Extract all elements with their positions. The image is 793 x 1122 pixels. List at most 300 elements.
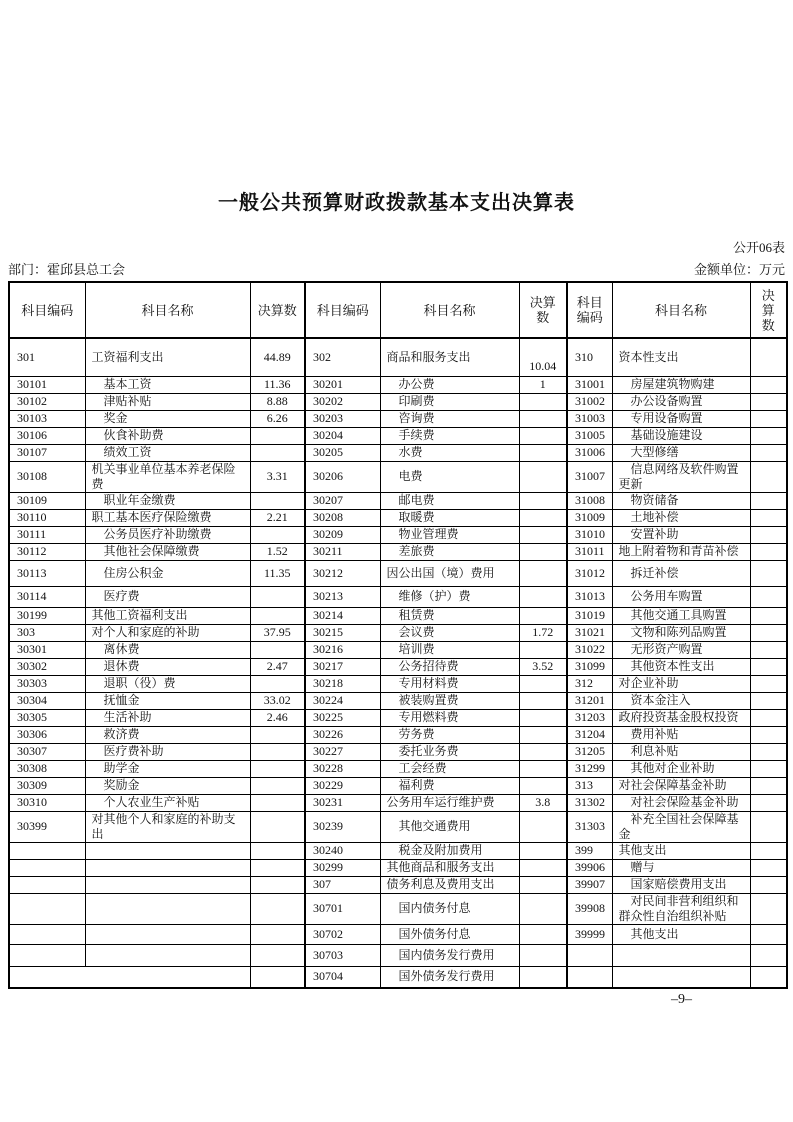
amount-cell: [250, 924, 305, 944]
amount-cell: [750, 966, 787, 988]
subject-name-cell: 债务利息及费用支出: [380, 876, 519, 893]
subject-name-cell: [85, 893, 250, 924]
subject-code-cell: 31008: [567, 492, 612, 509]
subject-name-cell: [85, 842, 250, 859]
amount-cell: [250, 444, 305, 461]
amount-cell: [519, 560, 567, 586]
table-meta: [8, 237, 785, 278]
subject-name-cell: 文物和陈列品购置: [612, 624, 750, 641]
subject-code-cell: 30239: [305, 811, 380, 842]
subject-code-cell: 31001: [567, 376, 612, 393]
amount-cell: [750, 811, 787, 842]
subject-code-cell: 30203: [305, 410, 380, 427]
table-row: [9, 893, 787, 924]
amount-cell: [519, 924, 567, 944]
subject-name-cell: 咨询费: [380, 410, 519, 427]
table-row: [9, 461, 787, 492]
subject-name-cell: 国外债务发行费用: [380, 966, 519, 988]
subject-name-cell: 公务招待费: [380, 658, 519, 675]
subject-code-cell: 313: [567, 777, 612, 794]
amount-cell: [750, 427, 787, 444]
amount-cell: 2.47: [250, 658, 305, 675]
subject-name-cell: 办公费: [380, 376, 519, 393]
amount-cell: [750, 893, 787, 924]
subject-code-cell: 31205: [567, 743, 612, 760]
amount-cell: 1: [519, 376, 567, 393]
table-body: [9, 338, 787, 988]
subject-code-cell: 30206: [305, 461, 380, 492]
subject-code-cell: 30207: [305, 492, 380, 509]
amount-cell: [519, 675, 567, 692]
subject-code-cell: 30213: [305, 586, 380, 607]
table-row: [9, 492, 787, 509]
subject-code-cell: 30215: [305, 624, 380, 641]
table-row: [9, 876, 787, 893]
amount-cell: [519, 893, 567, 924]
column-header: 科目名称: [612, 282, 750, 338]
subject-code-cell: 307: [305, 876, 380, 893]
amount-cell: [750, 543, 787, 560]
subject-name-cell: 离休费: [85, 641, 250, 658]
subject-code-cell: 30110: [9, 509, 85, 526]
subject-code-cell: 30211: [305, 543, 380, 560]
amount-cell: [519, 526, 567, 543]
subject-code-cell: 30101: [9, 376, 85, 393]
subject-name-cell: [612, 944, 750, 966]
subject-name-cell: 医疗费: [85, 586, 250, 607]
subject-name-cell: 资本金注入: [612, 692, 750, 709]
subject-code-cell: 31099: [567, 658, 612, 675]
subject-code-cell: [9, 859, 85, 876]
table-row: [9, 944, 787, 966]
subject-code-cell: 302: [305, 338, 380, 376]
amount-cell: [519, 410, 567, 427]
amount-cell: [750, 338, 787, 376]
subject-name-cell: 奖金: [85, 410, 250, 427]
subject-code-cell: [9, 893, 85, 924]
subject-code-cell: 30704: [305, 966, 380, 988]
subject-name-cell: 利息补贴: [612, 743, 750, 760]
page-number: –9–: [671, 992, 692, 1007]
subject-code-cell: 31006: [567, 444, 612, 461]
subject-code-cell: 30308: [9, 760, 85, 777]
amount-cell: [250, 641, 305, 658]
subject-name-cell: 会议费: [380, 624, 519, 641]
amount-cell: [519, 509, 567, 526]
subject-code-cell: 31019: [567, 607, 612, 624]
amount-cell: 6.26: [250, 410, 305, 427]
amount-cell: [519, 760, 567, 777]
table-row: [9, 641, 787, 658]
subject-code-cell: 31022: [567, 641, 612, 658]
subject-code-cell: 31303: [567, 811, 612, 842]
amount-cell: 1.72: [519, 624, 567, 641]
amount-cell: [750, 944, 787, 966]
amount-cell: [519, 859, 567, 876]
subject-code-cell: 30202: [305, 393, 380, 410]
unit-value: 万元: [758, 262, 785, 277]
subject-code-cell: 30201: [305, 376, 380, 393]
amount-cell: [750, 692, 787, 709]
subject-name-cell: 其他支出: [612, 842, 750, 859]
subject-name-cell: 政府投资基金股权投资: [612, 709, 750, 726]
subject-name-cell: 费用补贴: [612, 726, 750, 743]
subject-code-cell: [567, 966, 612, 988]
subject-code-cell: 31009: [567, 509, 612, 526]
amount-cell: [519, 543, 567, 560]
amount-cell: [750, 560, 787, 586]
table-row: [9, 338, 787, 376]
subject-code-cell: 30702: [305, 924, 380, 944]
subject-name-cell: 水费: [380, 444, 519, 461]
subject-code-cell: 30108: [9, 461, 85, 492]
subject-name-cell: 国内债务付息: [380, 893, 519, 924]
table-row: [9, 859, 787, 876]
subject-code-cell: 30304: [9, 692, 85, 709]
amount-cell: [750, 658, 787, 675]
subject-code-cell: 30199: [9, 607, 85, 624]
subject-name-cell: [85, 944, 250, 966]
subject-code-cell: 30303: [9, 675, 85, 692]
subject-name-cell: 电费: [380, 461, 519, 492]
amount-cell: [519, 427, 567, 444]
subject-code-cell: 31011: [567, 543, 612, 560]
subject-name-cell: 住房公积金: [85, 560, 250, 586]
subject-code-cell: 31013: [567, 586, 612, 607]
table-row: [9, 658, 787, 675]
subject-code-cell: 30217: [305, 658, 380, 675]
amount-cell: [750, 777, 787, 794]
subject-code-cell: 31005: [567, 427, 612, 444]
subject-code-cell: 30231: [305, 794, 380, 811]
amount-cell: [250, 743, 305, 760]
subject-code-cell: 30229: [305, 777, 380, 794]
subject-name-cell: 被装购置费: [380, 692, 519, 709]
amount-cell: 2.46: [250, 709, 305, 726]
subject-code-cell: 30240: [305, 842, 380, 859]
subject-code-cell: [9, 842, 85, 859]
amount-cell: [750, 641, 787, 658]
amount-cell: 33.02: [250, 692, 305, 709]
subject-code-cell: 30225: [305, 709, 380, 726]
subject-name-cell: 国家赔偿费用支出: [612, 876, 750, 893]
subject-code-cell: [9, 966, 250, 988]
subject-name-cell: 资本性支出: [612, 338, 750, 376]
subject-name-cell: 委托业务费: [380, 743, 519, 760]
subject-name-cell: 职业年金缴费: [85, 492, 250, 509]
table-row: [9, 924, 787, 944]
table-row: [9, 726, 787, 743]
amount-cell: 37.95: [250, 624, 305, 641]
amount-cell: [750, 876, 787, 893]
subject-code-cell: 312: [567, 675, 612, 692]
table-header-row: [9, 282, 787, 338]
column-header: 决算数: [519, 282, 567, 338]
amount-cell: [519, 777, 567, 794]
subject-name-cell: 对社会保险基金补助: [612, 794, 750, 811]
subject-name-cell: 对民间非营利组织和群众性自治组织补贴: [612, 893, 750, 924]
subject-code-cell: 30228: [305, 760, 380, 777]
amount-cell: [250, 966, 305, 988]
table-row: [9, 444, 787, 461]
subject-code-cell: 31012: [567, 560, 612, 586]
subject-code-cell: 31007: [567, 461, 612, 492]
amount-cell: [250, 492, 305, 509]
subject-code-cell: 39908: [567, 893, 612, 924]
subject-name-cell: 其他商品和服务支出: [380, 859, 519, 876]
subject-code-cell: 30205: [305, 444, 380, 461]
table-row: [9, 760, 787, 777]
subject-name-cell: 维修（护）费: [380, 586, 519, 607]
subject-code-cell: 30214: [305, 607, 380, 624]
subject-name-cell: 绩效工资: [85, 444, 250, 461]
subject-code-cell: 30111: [9, 526, 85, 543]
subject-code-cell: 310: [567, 338, 612, 376]
unit-line: [694, 259, 785, 278]
subject-name-cell: 大型修缮: [612, 444, 750, 461]
subject-name-cell: 补充全国社会保障基金: [612, 811, 750, 842]
column-header: 决算数: [250, 282, 305, 338]
subject-code-cell: 31003: [567, 410, 612, 427]
amount-cell: 3.52: [519, 658, 567, 675]
amount-cell: [519, 444, 567, 461]
subject-name-cell: [85, 876, 250, 893]
subject-code-cell: 30204: [305, 427, 380, 444]
subject-code-cell: 30299: [305, 859, 380, 876]
amount-cell: [519, 709, 567, 726]
amount-cell: 1.52: [250, 543, 305, 560]
subject-name-cell: 其他资本性支出: [612, 658, 750, 675]
amount-cell: 11.35: [250, 560, 305, 586]
department-label: 部门：: [8, 262, 48, 277]
subject-name-cell: 差旅费: [380, 543, 519, 560]
subject-code-cell: 30224: [305, 692, 380, 709]
subject-name-cell: 办公设备购置: [612, 393, 750, 410]
subject-name-cell: 其他工资福利支出: [85, 607, 250, 624]
subject-code-cell: 30107: [9, 444, 85, 461]
subject-code-cell: 399: [567, 842, 612, 859]
subject-name-cell: 机关事业单位基本养老保险费: [85, 461, 250, 492]
amount-cell: [750, 461, 787, 492]
amount-cell: [250, 675, 305, 692]
subject-code-cell: 30226: [305, 726, 380, 743]
amount-cell: [519, 393, 567, 410]
amount-cell: [750, 492, 787, 509]
table-row: [9, 794, 787, 811]
table-row: [9, 709, 787, 726]
subject-name-cell: 助学金: [85, 760, 250, 777]
amount-cell: [750, 743, 787, 760]
amount-cell: [750, 624, 787, 641]
subject-code-cell: 30302: [9, 658, 85, 675]
table-row: [9, 376, 787, 393]
amount-cell: [519, 842, 567, 859]
subject-name-cell: 公务用车购置: [612, 586, 750, 607]
amount-cell: [519, 607, 567, 624]
table-row: [9, 624, 787, 641]
subject-code-cell: 30309: [9, 777, 85, 794]
table-row: [9, 543, 787, 560]
subject-code-cell: 301: [9, 338, 85, 376]
amount-cell: 44.89: [250, 338, 305, 376]
table-row: [9, 811, 787, 842]
subject-name-cell: 对其他个人和家庭的补助支出: [85, 811, 250, 842]
subject-name-cell: 公务员医疗补助缴费: [85, 526, 250, 543]
subject-name-cell: 其他交通工具购置: [612, 607, 750, 624]
subject-code-cell: 30307: [9, 743, 85, 760]
subject-code-cell: [567, 944, 612, 966]
table-header-row: [9, 282, 787, 338]
amount-cell: [250, 526, 305, 543]
amount-cell: [519, 586, 567, 607]
subject-code-cell: 31203: [567, 709, 612, 726]
table-row: [9, 526, 787, 543]
table-row: [9, 427, 787, 444]
expenditure-table: [8, 281, 788, 989]
amount-cell: [750, 924, 787, 944]
subject-code-cell: [9, 876, 85, 893]
subject-name-cell: 基本工资: [85, 376, 250, 393]
table-row: [9, 410, 787, 427]
amount-cell: [750, 586, 787, 607]
subject-name-cell: 退休费: [85, 658, 250, 675]
subject-name-cell: 专用材料费: [380, 675, 519, 692]
amount-cell: [750, 444, 787, 461]
column-header: 科目名称: [85, 282, 250, 338]
subject-name-cell: [85, 859, 250, 876]
amount-cell: [250, 760, 305, 777]
amount-cell: [750, 794, 787, 811]
subject-name-cell: 物资储备: [612, 492, 750, 509]
subject-name-cell: 津贴补贴: [85, 393, 250, 410]
column-header: 科目编码: [9, 282, 85, 338]
subject-name-cell: 国外债务付息: [380, 924, 519, 944]
column-header: 科目编码: [305, 282, 380, 338]
subject-name-cell: 个人农业生产补贴: [85, 794, 250, 811]
department-value: 霍邱县总工会: [47, 262, 126, 277]
amount-cell: [250, 586, 305, 607]
subject-code-cell: [9, 924, 85, 944]
table-row: [9, 692, 787, 709]
subject-code-cell: 31302: [567, 794, 612, 811]
subject-code-cell: 30399: [9, 811, 85, 842]
amount-cell: [750, 410, 787, 427]
amount-cell: [250, 893, 305, 924]
amount-cell: [750, 607, 787, 624]
subject-code-cell: 39906: [567, 859, 612, 876]
table-row: [9, 586, 787, 607]
amount-cell: [750, 726, 787, 743]
amount-cell: [750, 760, 787, 777]
subject-name-cell: 商品和服务支出: [380, 338, 519, 376]
subject-name-cell: 手续费: [380, 427, 519, 444]
table-row: [9, 842, 787, 859]
subject-name-cell: 专用设备购置: [612, 410, 750, 427]
amount-cell: [519, 811, 567, 842]
subject-code-cell: 30113: [9, 560, 85, 586]
subject-code-cell: 39907: [567, 876, 612, 893]
subject-name-cell: 税金及附加费用: [380, 842, 519, 859]
subject-name-cell: 退职（役）费: [85, 675, 250, 692]
subject-code-cell: 31299: [567, 760, 612, 777]
subject-code-cell: 31204: [567, 726, 612, 743]
subject-name-cell: 工会经费: [380, 760, 519, 777]
table-row: [9, 607, 787, 624]
subject-code-cell: 31021: [567, 624, 612, 641]
amount-cell: 11.36: [250, 376, 305, 393]
subject-name-cell: 其他交通费用: [380, 811, 519, 842]
subject-code-cell: 30209: [305, 526, 380, 543]
subject-name-cell: 物业管理费: [380, 526, 519, 543]
subject-code-cell: 31002: [567, 393, 612, 410]
subject-code-cell: 30112: [9, 543, 85, 560]
subject-code-cell: 30218: [305, 675, 380, 692]
column-header: 科目名称: [380, 282, 519, 338]
subject-name-cell: 印刷费: [380, 393, 519, 410]
subject-name-cell: 因公出国（境）费用: [380, 560, 519, 586]
subject-name-cell: 其他支出: [612, 924, 750, 944]
amount-cell: [250, 427, 305, 444]
subject-code-cell: 30212: [305, 560, 380, 586]
amount-cell: 3.31: [250, 461, 305, 492]
subject-name-cell: 生活补助: [85, 709, 250, 726]
subject-code-cell: 31201: [567, 692, 612, 709]
table-row: [9, 560, 787, 586]
subject-code-cell: 31010: [567, 526, 612, 543]
amount-cell: [519, 966, 567, 988]
table-row: [9, 777, 787, 794]
amount-cell: [750, 376, 787, 393]
table-row: [9, 966, 787, 988]
subject-name-cell: 工资福利支出: [85, 338, 250, 376]
amount-cell: [250, 876, 305, 893]
subject-name-cell: 救济费: [85, 726, 250, 743]
amount-cell: [519, 743, 567, 760]
column-header: 科目编码: [567, 282, 612, 338]
amount-cell: [519, 492, 567, 509]
amount-cell: [250, 859, 305, 876]
subject-code-cell: 30106: [9, 427, 85, 444]
subject-code-cell: 30114: [9, 586, 85, 607]
subject-code-cell: 30208: [305, 509, 380, 526]
subject-name-cell: 其他社会保障缴费: [85, 543, 250, 560]
subject-code-cell: 30701: [305, 893, 380, 924]
amount-cell: [250, 842, 305, 859]
subject-code-cell: 30227: [305, 743, 380, 760]
subject-name-cell: 无形资产购置: [612, 641, 750, 658]
subject-code-cell: 30216: [305, 641, 380, 658]
amount-cell: [750, 393, 787, 410]
form-number: 公开06表: [732, 240, 785, 255]
subject-code-cell: [9, 944, 85, 966]
subject-name-cell: 拆迁补偿: [612, 560, 750, 586]
amount-cell: [519, 944, 567, 966]
amount-cell: [250, 794, 305, 811]
table-row: [9, 509, 787, 526]
subject-name-cell: 奖励金: [85, 777, 250, 794]
amount-cell: [250, 777, 305, 794]
subject-name-cell: 安置补助: [612, 526, 750, 543]
subject-name-cell: 基础设施建设: [612, 427, 750, 444]
subject-name-cell: 国内债务发行费用: [380, 944, 519, 966]
subject-name-cell: 房屋建筑物购建: [612, 376, 750, 393]
subject-name-cell: 抚恤金: [85, 692, 250, 709]
table-row: [9, 675, 787, 692]
amount-cell: [519, 876, 567, 893]
subject-name-cell: 对企业补助: [612, 675, 750, 692]
subject-code-cell: 30305: [9, 709, 85, 726]
table-row: [9, 393, 787, 410]
